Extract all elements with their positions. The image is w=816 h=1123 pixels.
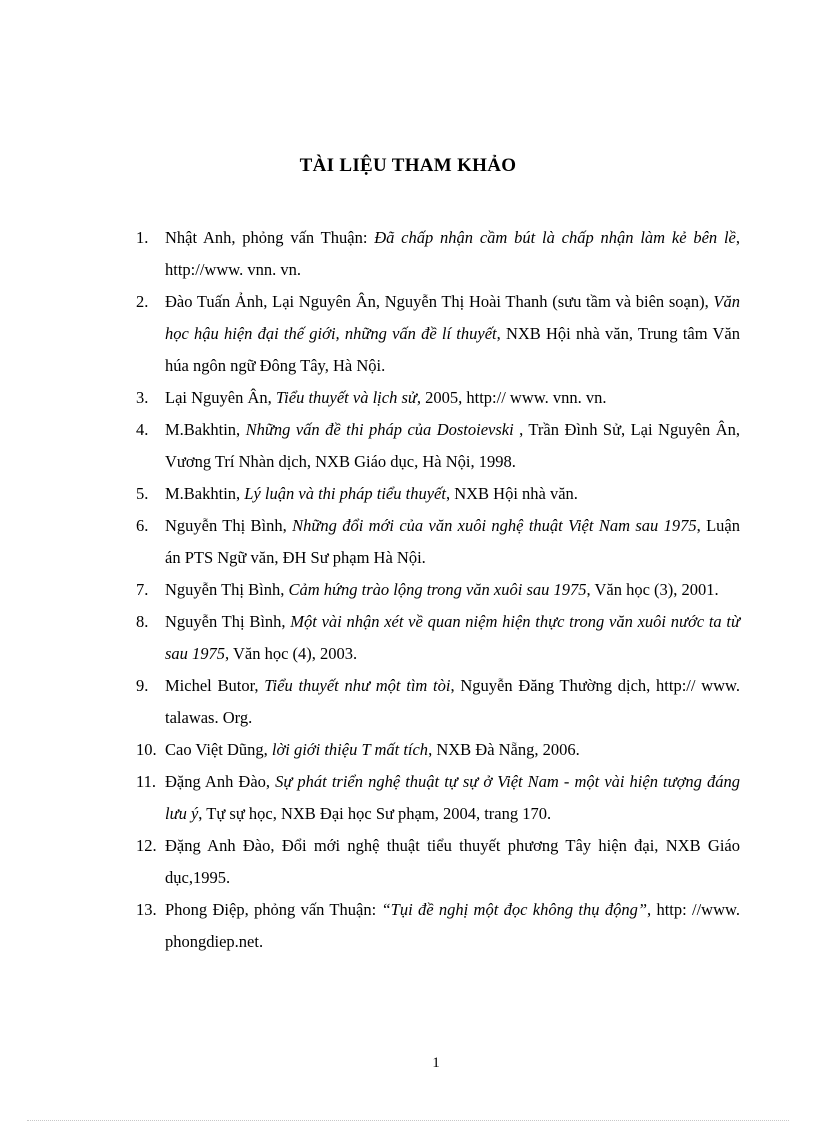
reference-source: , Luận án PTS Ngữ văn, ĐH Sư phạm Hà Nội. xyxy=(165,516,740,567)
reference-number: 8. xyxy=(136,612,149,631)
reference-item xyxy=(136,286,740,382)
reference-title: Đã chấp nhận cầm bút là chấp nhận làm kẻ bên lề xyxy=(374,228,736,247)
reference-source: , NXB Đà Nẵng, 2006. xyxy=(428,740,580,759)
reference-source: , Trần Đình Sử, Lại Nguyên Ân, Vương Trí Nhàn dịch, NXB Giáo dục, Hà Nội, 1998. xyxy=(165,420,741,471)
reference-item xyxy=(136,766,740,830)
reference-item xyxy=(136,222,740,286)
reference-title: Cảm hứng trào lộng trong văn xuôi sau 1975 xyxy=(288,580,587,599)
reference-item xyxy=(136,830,740,894)
reference-text: Đặng Anh Đào, xyxy=(165,772,276,791)
reference-title: Những đổi mới của văn xuôi nghệ thuật Việt Nam sau 1975 xyxy=(292,516,697,535)
reference-title: Văn học hậu hiện đại thế giới, những vấn đề lí thuyết xyxy=(165,292,740,343)
reference-item xyxy=(136,606,740,670)
footer-divider xyxy=(27,1120,789,1121)
reference-text: Đặng Anh Đào, Đổi mới nghệ thuật tiểu thuyết phương Tây hiện đại, NXB Giáo dục,1995. xyxy=(165,836,740,887)
reference-source: , Văn học (4), 2003. xyxy=(225,644,358,663)
page-title: TÀI LIỆU THAM KHẢO xyxy=(299,155,517,176)
reference-text: Nguyễn Thị Bình, xyxy=(165,580,289,599)
reference-text: Nhật Anh, phỏng vấn Thuận: xyxy=(165,228,375,247)
reference-number: 11. xyxy=(136,772,157,791)
reference-title: lời giới thiệu T mất tích xyxy=(271,740,429,759)
reference-item xyxy=(136,414,740,478)
reference-number: 2. xyxy=(136,292,149,311)
reference-list xyxy=(136,222,740,958)
reference-source: , 2005, http:// www. vnn. vn. xyxy=(416,388,607,407)
reference-source: , NXB Hội nhà văn. xyxy=(445,484,578,503)
page-number: 1 xyxy=(432,1055,440,1071)
reference-title: Những vấn đề thi pháp của Dostoievski xyxy=(245,420,514,439)
reference-text: Nguyễn Thị Bình, xyxy=(165,612,291,631)
reference-item xyxy=(136,734,740,766)
reference-text: Nguyễn Thị Bình, xyxy=(165,516,293,535)
reference-title: Tiểu thuyết như một tìm tòi xyxy=(264,676,451,695)
reference-title: Lý luận và thi pháp tiểu thuyết xyxy=(244,484,446,503)
reference-text: M.Bakhtin, xyxy=(165,484,245,503)
reference-number: 10. xyxy=(136,740,157,759)
reference-number: 13. xyxy=(136,900,157,919)
reference-item xyxy=(136,670,740,734)
reference-number: 7. xyxy=(136,580,149,599)
reference-number: 5. xyxy=(136,484,149,503)
reference-number: 1. xyxy=(136,228,149,247)
reference-source: , NXB Hội nhà văn, Trung tâm Văn húa ngôn ngữ Đông Tây, Hà Nội. xyxy=(165,324,740,375)
reference-source: , Tự sự học, NXB Đại học Sư phạm, 2004, trang 170. xyxy=(198,804,552,823)
reference-title: Một vài nhận xét về quan niệm hiện thực trong văn xuôi nước ta từ sau 1975 xyxy=(165,612,740,663)
reference-text: Lại Nguyên Ân, xyxy=(165,388,276,407)
reference-number: 12. xyxy=(136,836,157,855)
reference-item xyxy=(136,382,740,414)
reference-item xyxy=(136,894,740,958)
reference-source: , http://www. vnn. vn. xyxy=(165,228,740,279)
reference-item xyxy=(136,574,740,606)
reference-item xyxy=(136,478,740,510)
reference-number: 6. xyxy=(136,516,149,535)
reference-text: M.Bakhtin, xyxy=(165,420,246,439)
reference-number: 9. xyxy=(136,676,149,695)
reference-source: , Văn học (3), 2001. xyxy=(586,580,719,599)
reference-number: 4. xyxy=(136,420,149,439)
reference-source: , Nguyễn Đăng Thường dịch, http:// www. talawas. Org. xyxy=(165,676,740,727)
reference-title: “Tụi đề nghị một đọc không thụ động” xyxy=(381,900,647,919)
reference-text: Cao Việt Dũng, xyxy=(165,740,272,759)
reference-title: Sự phát triển nghệ thuật tự sự ở Việt Nam - một vài hiện tượng đáng lưu ý xyxy=(165,772,741,823)
reference-source: , http: //www. phongdiep.net. xyxy=(165,900,740,951)
reference-number: 3. xyxy=(136,388,149,407)
reference-text: Michel Butor, xyxy=(165,676,265,695)
reference-title: Tiểu thuyết và lịch sử xyxy=(275,388,417,407)
reference-text: Đào Tuấn Ảnh, Lại Nguyên Ân, Nguyễn Thị Hoài Thanh (sưu tầm và biên soạn), xyxy=(165,292,714,311)
reference-text: Phong Điệp, phỏng vấn Thuận: xyxy=(165,900,382,919)
reference-item xyxy=(136,510,740,574)
